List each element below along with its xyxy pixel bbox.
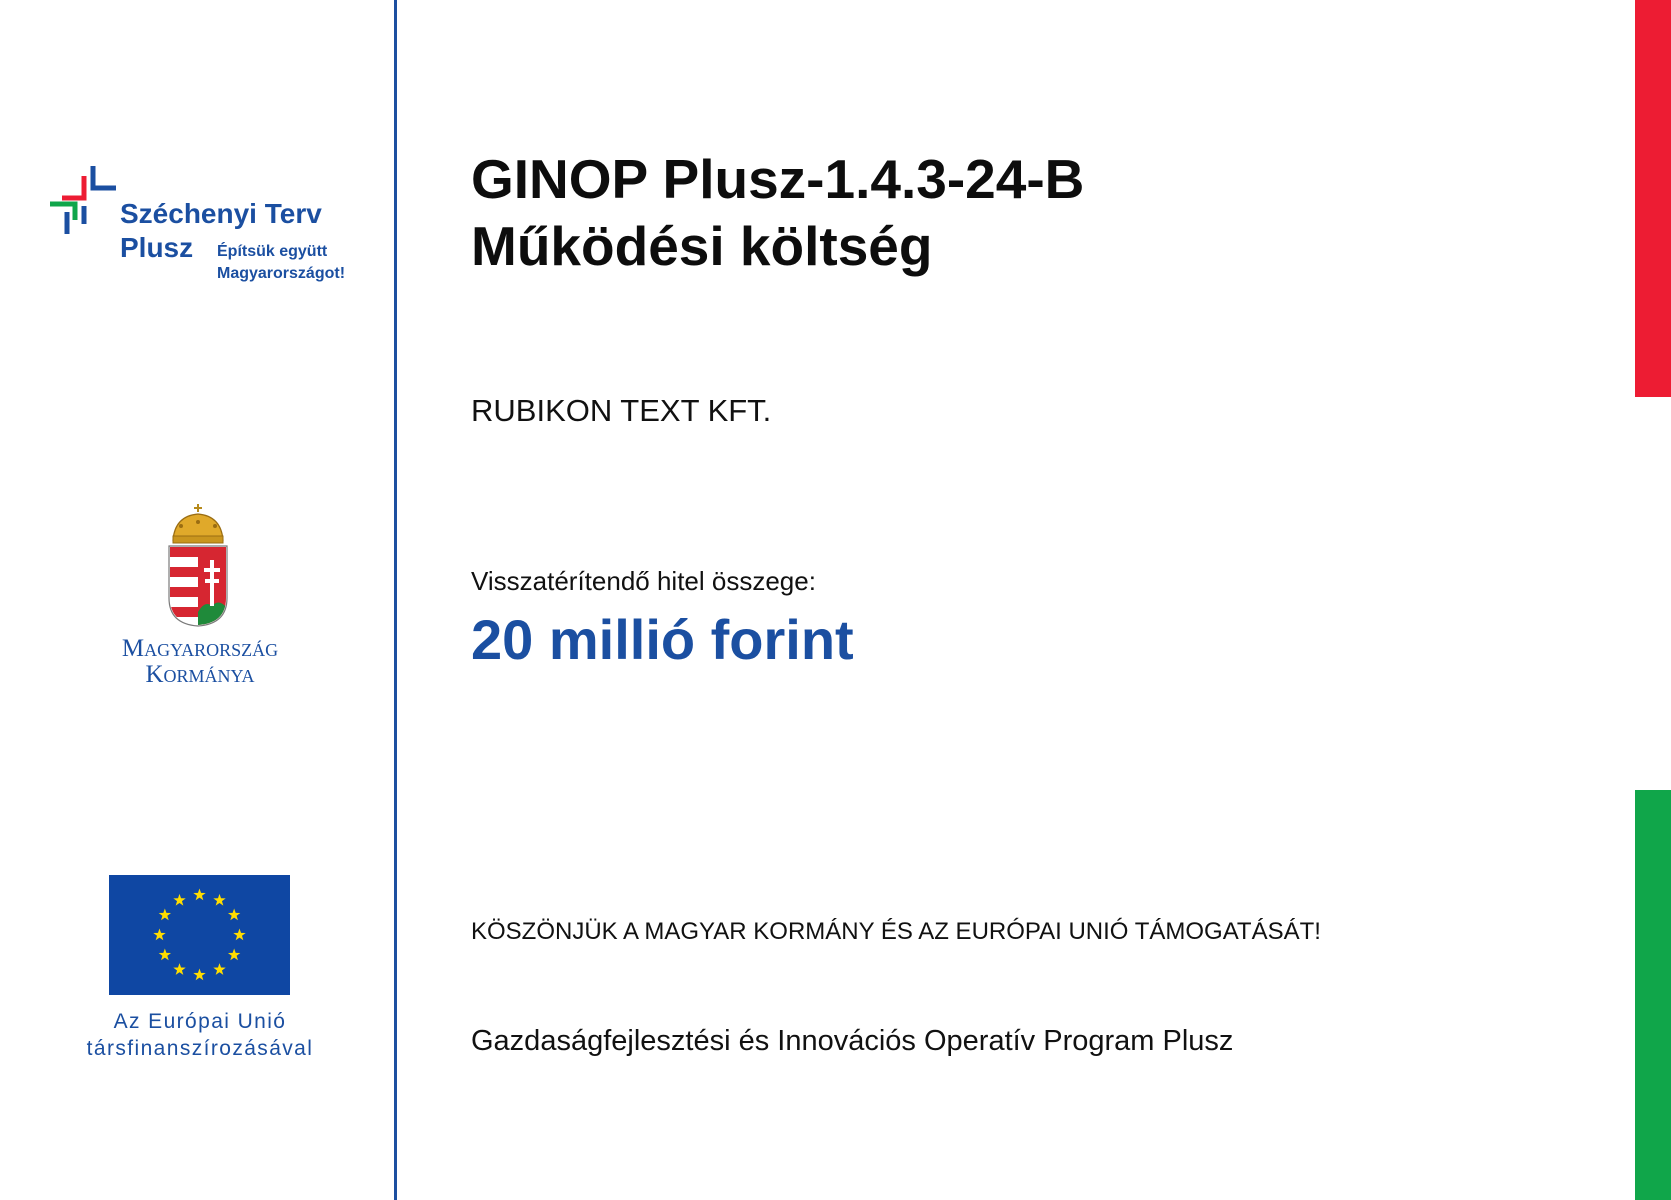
slogan-line-2: Magyarországot! (217, 265, 346, 282)
title-line-2: Működési költség (471, 215, 933, 277)
title-line-1: GINOP Plusz-1.4.3-24-B (471, 148, 1085, 210)
loan-label: Visszatérítendő hitel összege: (471, 566, 816, 596)
vertical-divider (394, 0, 397, 1200)
szechenyi-terv-logo (48, 160, 358, 290)
flag-stripe-red (1635, 0, 1671, 397)
eu-caption-line-2: társfinanszírozásával (86, 1037, 314, 1060)
gov-line-1: Magyarország (121, 635, 279, 662)
page-title (471, 146, 1084, 280)
hungarian-coat-of-arms-icon (165, 502, 231, 628)
slogan-line-1: Építsük együtt (217, 243, 328, 260)
gov-line-2: Kormánya (145, 661, 255, 688)
szechenyi-cross-icon (48, 162, 128, 242)
program-name: Gazdaságfejlesztési és Innovációs Operatív Program Plusz (471, 1025, 1234, 1057)
szechenyi-slogan (217, 241, 345, 285)
loan-amount: 20 millió forint (471, 608, 854, 671)
thanks-text: KÖSZÖNJÜK A MAGYAR KORMÁNY ÉS AZ EURÓPAI UNIÓ TÁMOGATÁSÁT! (471, 918, 1321, 945)
szechenyi-title: Széchenyi Terv (120, 198, 322, 229)
eu-flag-icon (109, 875, 290, 995)
company-name: RUBIKON TEXT KFT. (471, 393, 772, 428)
eu-caption-line-1: Az Európai Unió (113, 1010, 287, 1033)
flag-stripe-green (1635, 790, 1671, 1200)
government-name (60, 636, 340, 688)
szechenyi-plus: Plusz (120, 232, 194, 263)
eu-caption (60, 1008, 340, 1062)
